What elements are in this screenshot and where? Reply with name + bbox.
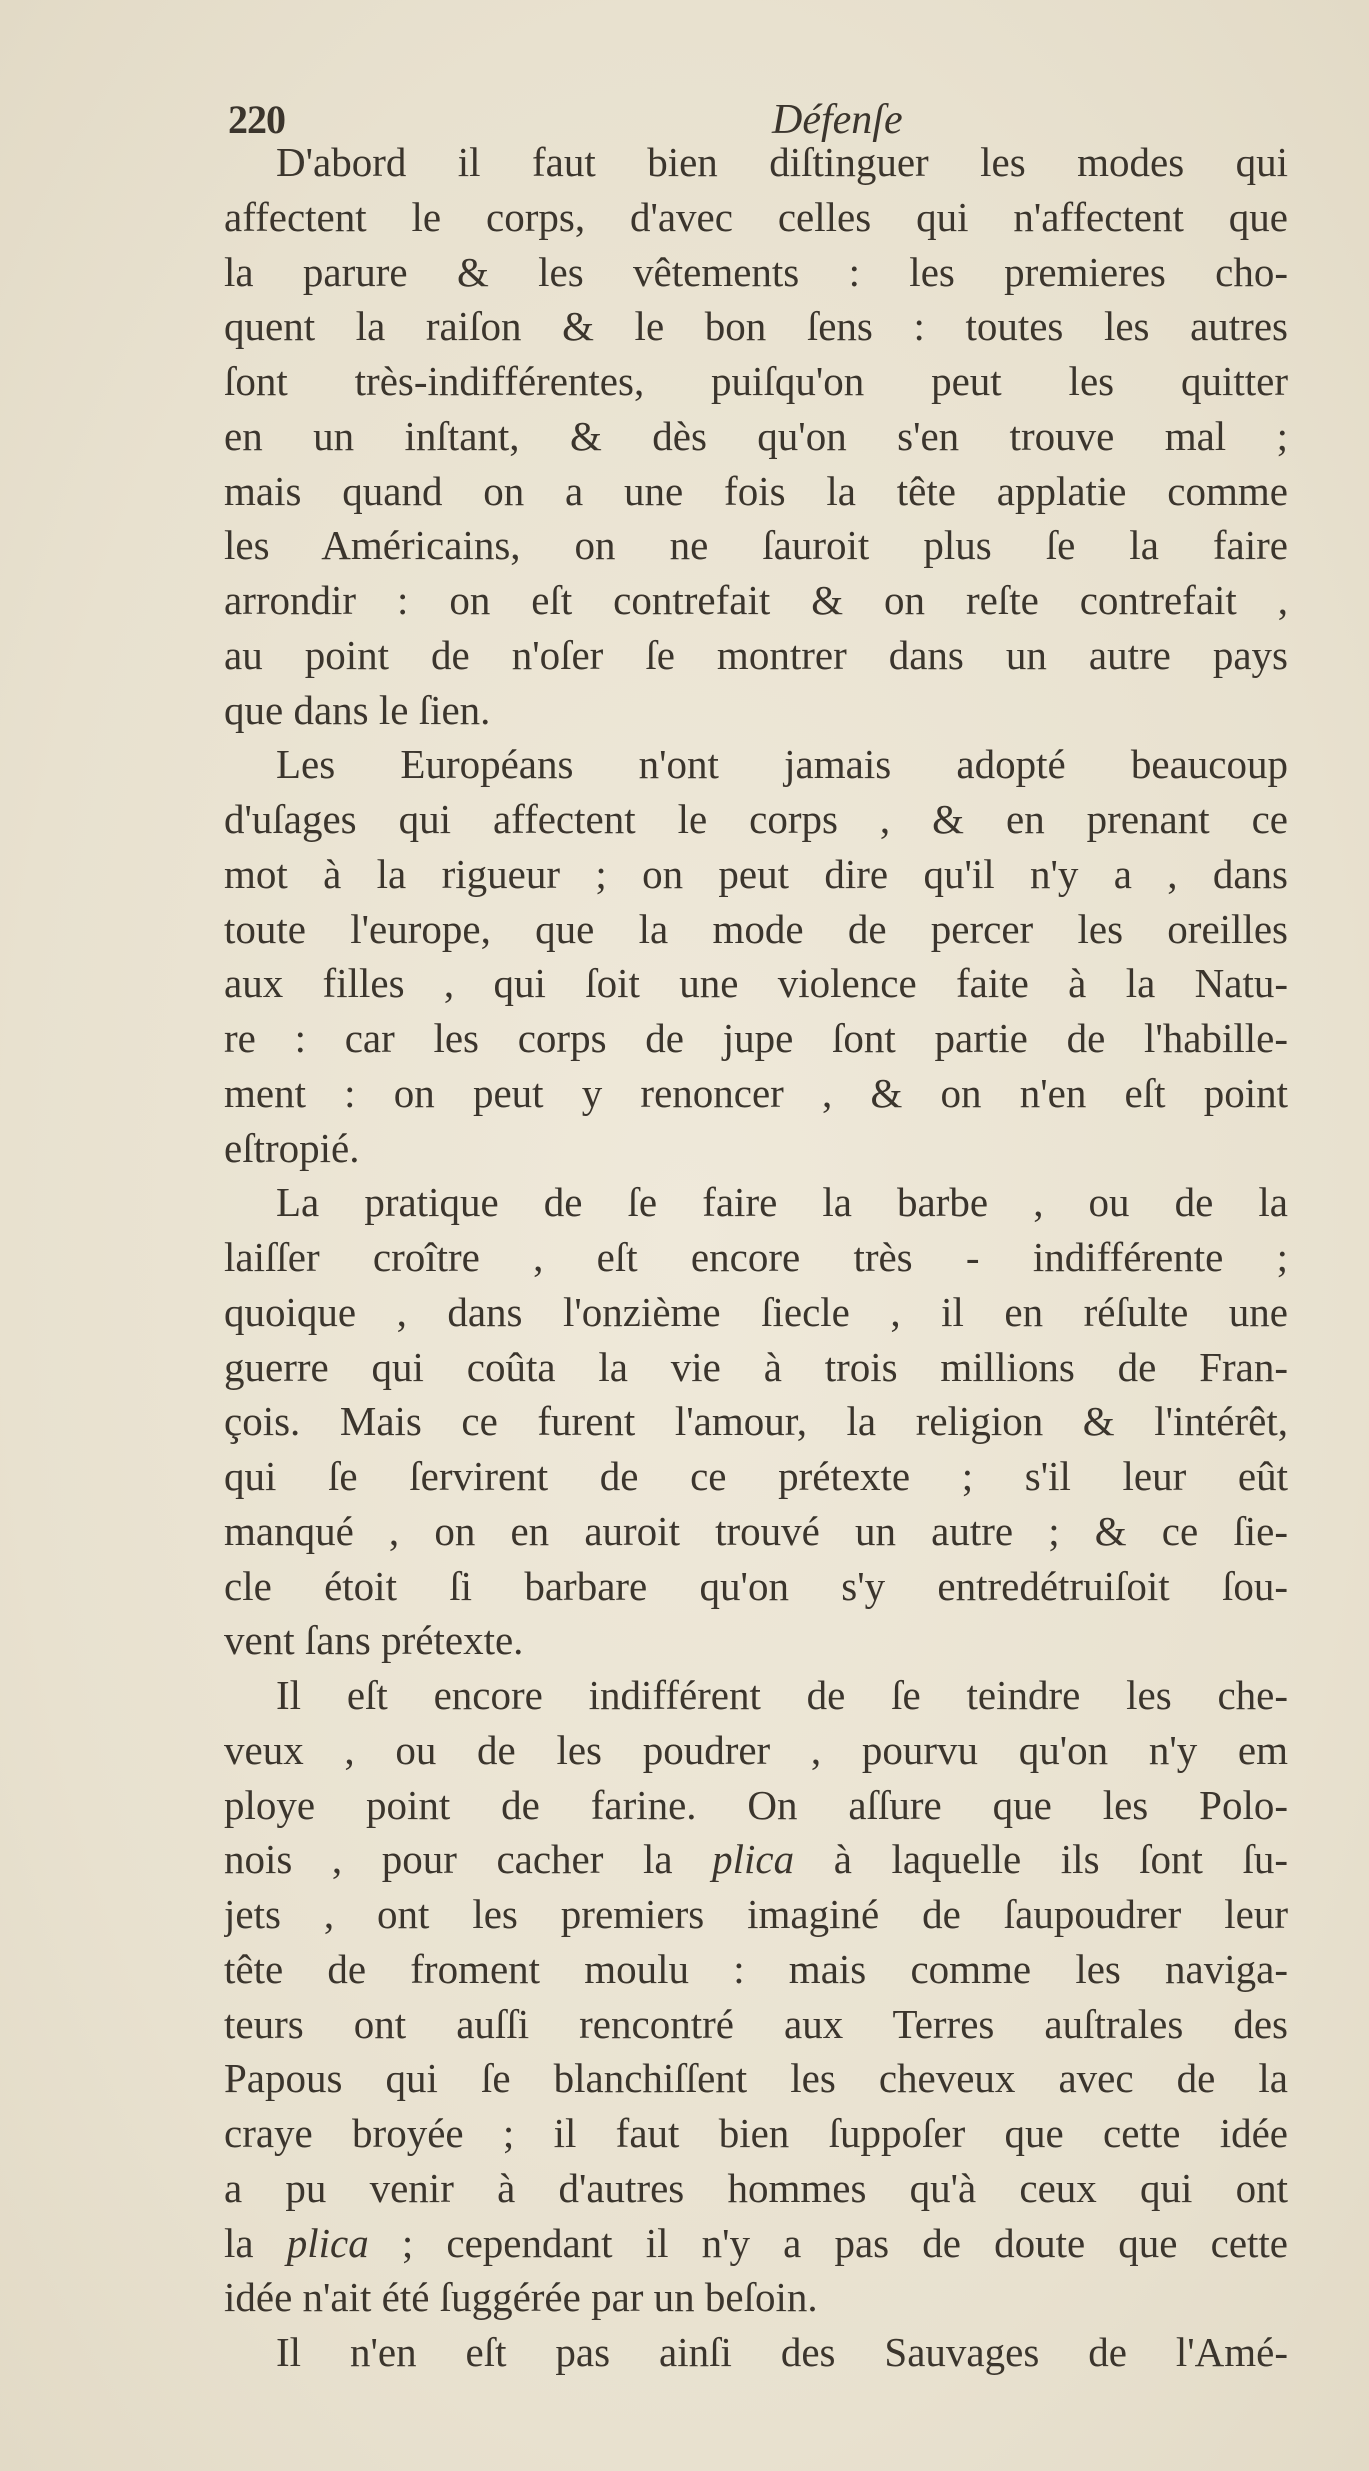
text-line <box>224 1559 1288 1614</box>
text-segment: ; cependant il n'y a pas de doute que cette <box>368 2219 1288 2266</box>
text-segment: a pu venir à d'autres hommes qu'à ceux qui ont <box>224 2164 1288 2211</box>
text-line <box>224 792 1288 847</box>
text-line <box>224 135 1288 190</box>
text-segment: aux filles , qui ſoit une violence faite à la Natu- <box>224 960 1288 1007</box>
text-line <box>224 1668 1288 1723</box>
text-segment: quoique , dans l'onzième ſiecle , il en réſulte une <box>224 1288 1288 1335</box>
text-line <box>224 1230 1288 1285</box>
text-segment: çois. Mais ce furent l'amour, la religion & l'intérêt, <box>224 1398 1288 1445</box>
text-segment: vent ſans prétexte. <box>224 1617 524 1664</box>
text-segment: mais quand on a une fois la tête applatie comme <box>224 467 1288 514</box>
text-segment: que dans le ſien. <box>224 686 491 733</box>
text-line <box>224 464 1288 519</box>
text-segment: laiſſer croître , eſt encore très - indifférente ; <box>224 1234 1288 1280</box>
text-segment: quent la raiſon & le bon ſens : toutes les autres <box>224 303 1288 350</box>
text-segment: au point de n'oſer ſe montrer dans un autre pays <box>224 631 1288 678</box>
text-line <box>224 354 1288 409</box>
text-line <box>224 1778 1288 1833</box>
text-segment: ploye point de farine. On aſſure que les Polo- <box>224 1781 1288 1828</box>
text-line <box>224 1121 1288 1176</box>
text-line <box>224 737 1288 792</box>
text-line <box>224 1723 1288 1778</box>
text-line <box>224 1997 1288 2052</box>
text-segment: Il eſt encore indifférent de ſe teindre les che- <box>276 1672 1288 1718</box>
text-line <box>224 190 1288 245</box>
text-segment: ment : on peut y renoncer , & on n'en eſt point <box>224 1069 1288 1116</box>
text-line <box>224 1066 1288 1121</box>
text-line <box>224 2270 1288 2325</box>
text-segment: Les Européans n'ont jamais adopté beaucoup <box>276 741 1288 788</box>
text-line <box>224 1942 1288 1997</box>
text-line <box>224 2051 1288 2106</box>
text-line <box>224 2106 1288 2161</box>
text-line <box>224 573 1288 628</box>
text-segment: craye broyée ; il faut bien ſuppoſer que cette idée <box>224 2110 1288 2156</box>
text-line <box>224 1613 1288 1668</box>
text-segment: jets , ont les premiers imaginé de ſaupoudrer leur <box>224 1891 1288 1937</box>
text-line <box>224 299 1288 354</box>
text-line <box>224 1011 1288 1066</box>
text-segment: arrondir : on eſt contrefait & on reſte contrefait , <box>224 577 1288 623</box>
text-segment: D'abord il faut bien diſtinguer les modes qui <box>276 139 1288 185</box>
text-segment: affectent le corps, d'avec celles qui n'affectent que <box>224 193 1288 240</box>
text-line <box>224 847 1288 902</box>
text-segment: Il n'en eſt pas ainſi des Sauvages de l'Amé- <box>276 2329 1288 2375</box>
text-segment: les Américains, on ne ſauroit plus ſe la faire <box>224 522 1288 569</box>
page-number: 220 <box>228 97 285 142</box>
text-segment: ſont très-indifférentes, puiſqu'on peut les quitter <box>224 358 1288 404</box>
text-segment: guerre qui coûta la vie à trois millions de Fran- <box>224 1343 1288 1390</box>
text-line <box>224 956 1288 1011</box>
text-segment: nois , pour cacher la <box>224 1836 713 1883</box>
text-segment: la parure & les vêtements : les premieres cho- <box>224 248 1288 295</box>
text-line <box>224 902 1288 957</box>
text-segment: teurs ont auſſi rencontré aux Terres auſtrales des <box>224 2000 1288 2047</box>
text-line <box>224 1340 1288 1395</box>
text-segment: cle étoit ſi barbare qu'on s'y entredétruiſoit ſou- <box>224 1562 1288 1609</box>
text-segment: eſtropié. <box>224 1124 360 1171</box>
text-segment: Papous qui ſe blanchiſſent les cheveux avec de la <box>224 2055 1288 2102</box>
text-segment: veux , ou de les poudrer , pourvu qu'on n'y em <box>224 1726 1288 1773</box>
text-segment: tête de froment moulu : mais comme les naviga- <box>224 1945 1288 1992</box>
text-segment: manqué , on en auroit trouvé un autre ; & ce ſie- <box>224 1507 1288 1554</box>
text-line <box>224 518 1288 573</box>
italic-term: plica <box>286 2219 369 2266</box>
text-segment: d'uſages qui affectent le corps , & en prenant ce <box>224 796 1288 842</box>
text-segment: à laquelle ils ſont ſu- <box>794 1836 1288 1883</box>
text-segment: en un inſtant, & dès qu'on s'en trouve mal ; <box>224 412 1288 459</box>
text-segment: qui ſe ſervirent de ce prétexte ; s'il leur eût <box>224 1453 1288 1499</box>
text-segment: re : car les corps de jupe ſont partie de l'habille- <box>224 1015 1288 1061</box>
text-segment: mot à la rigueur ; on peut dire qu'il n'y a , dans <box>224 850 1288 897</box>
text-segment: la <box>224 2219 287 2266</box>
text-line <box>224 628 1288 683</box>
text-line <box>224 1832 1288 1887</box>
text-line <box>224 1887 1288 1942</box>
running-title: Défenſe <box>772 97 903 143</box>
text-line <box>224 245 1288 300</box>
text-segment: toute l'europe, que la mode de percer les oreilles <box>224 905 1288 952</box>
text-segment: idée n'ait été ſuggérée par un beſoin. <box>224 2274 818 2321</box>
text-line <box>224 1175 1288 1230</box>
text-line <box>224 2325 1288 2380</box>
text-line <box>224 1394 1288 1449</box>
text-line <box>224 1504 1288 1559</box>
text-line <box>224 1449 1288 1504</box>
text-line <box>224 2161 1288 2216</box>
text-line <box>224 683 1288 738</box>
text-line <box>224 409 1288 464</box>
text-line <box>224 2216 1288 2271</box>
italic-term: plica <box>712 1836 795 1883</box>
text-segment: La pratique de ſe faire la barbe , ou de la <box>276 1179 1288 1226</box>
text-line <box>224 1285 1288 1340</box>
body-text <box>224 135 1288 2380</box>
